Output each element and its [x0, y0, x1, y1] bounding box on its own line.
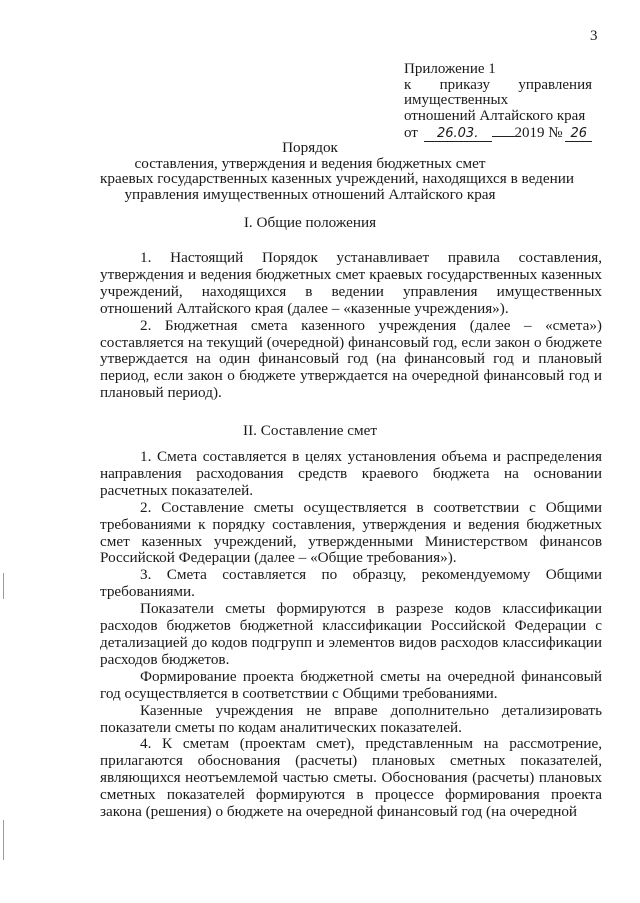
handwritten-number: 26: [565, 127, 592, 142]
section-1-body: [100, 250, 602, 402]
date-prefix: от: [404, 125, 418, 141]
paragraph: 2. Бюджетная смета казенного учреждения (далее – «смета») составляется на текущий (очередной) финансовый год, если закон о бюджете утверждается на один финансовый год (на финансовый год и плановый период, если закон о бюджете утверждается на очередной финансовый год и плановый период).: [100, 316, 602, 402]
scan-margin-mark: [3, 820, 4, 860]
appendix-region-line: отношений Алтайского края: [404, 107, 586, 124]
title-line: Порядок: [282, 139, 338, 156]
paragraph: Показатели сметы формируются в разрезе кодов классификации расходов бюджетов бюджетной классификации Российской Федерации с детализацией до кодов подгрупп и элементов видов расходов классификации расходов бюджетов.: [100, 600, 602, 668]
scan-margin-mark: [3, 573, 4, 599]
paragraph: 3. Смета составляется по образцу, рекомендуемому Общими требованиями.: [100, 566, 602, 601]
title-line: краевых государственных казенных учреждений, находящихся в ведении: [100, 170, 575, 187]
paragraph: Казенные учреждения не вправе дополнительно детализировать показатели сметы по кодам аналитических показателей.: [100, 701, 602, 736]
title-line: составления, утверждения и ведения бюджетных смет: [134, 154, 486, 172]
paragraph: 2. Составление сметы осуществляется в соответствии с Общими требованиями к порядку составления, утверждения и ведения бюджетных смет казенных учреждений, утвержденными Министерством финансов Российской Федерации (далее – «Общие требования»).: [100, 498, 602, 567]
year-and-number-sign: 2019 №: [514, 125, 563, 141]
appendix-block: [404, 62, 592, 142]
appendix-word: к: [404, 76, 412, 93]
section-2-heading: II. Составление смет: [243, 422, 377, 439]
appendix-department-line: имущественных: [404, 92, 509, 108]
paragraph: 4. К сметам (проектам смет), представленным на рассмотрение, прилагаются обоснования (расчеты) плановых сметных показателей, являющихся неотъемлемой частью сметы. Обоснования (расчеты) плановых сметных показателей формируются в процессе формирования проекта закона (решения) о бюджете на очередной финансовый год (на очередной: [100, 735, 602, 821]
title-line: управления имущественных отношений Алтайского края: [124, 185, 496, 203]
date-underline: [492, 124, 515, 137]
section-1-heading: I. Общие положения: [243, 214, 377, 231]
page-number: 3: [590, 28, 598, 44]
appendix-word: приказу: [439, 76, 491, 93]
appendix-order-line: [404, 78, 592, 94]
paragraph: Формирование проекта бюджетной сметы на очередной финансовый год осуществляется в соответствии с Общими требованиями.: [100, 667, 602, 702]
appendix-title: Приложение 1: [404, 61, 496, 77]
document-title: [100, 139, 575, 203]
paragraph: 1. Смета составляется в целях установления объема и распределения направления расходования средств краевого бюджета на основании расчетных показателей.: [100, 448, 602, 499]
section-2-body: [100, 449, 602, 821]
handwritten-date: 26.03.: [424, 127, 492, 142]
appendix-word: управления: [518, 76, 593, 93]
paragraph: 1. Настоящий Порядок устанавливает правила составления, утверждения и ведения бюджетных смет краевых государственных казенных учреждений, находящихся в ведении управления имущественных отношений Алтайского края (далее – «казенные учреждения»).: [100, 249, 602, 317]
